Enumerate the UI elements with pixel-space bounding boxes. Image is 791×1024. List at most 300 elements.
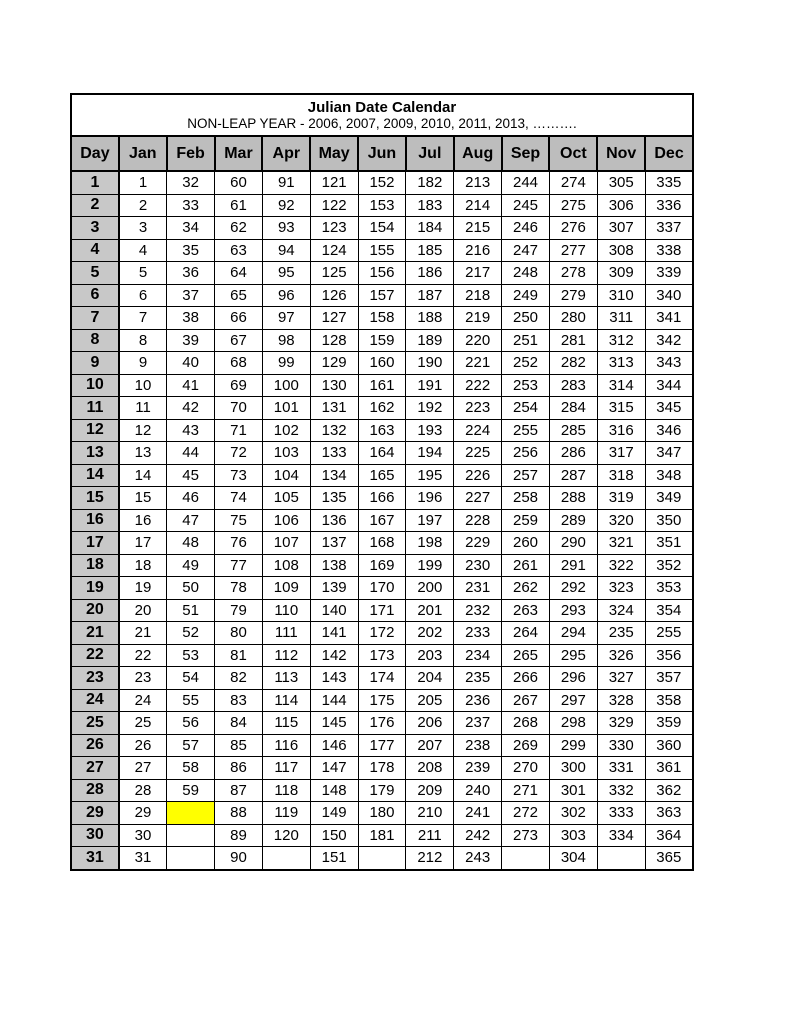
julian-date-cell: 169 (358, 554, 406, 577)
julian-date-cell: 5 (119, 262, 167, 285)
julian-date-cell: 107 (262, 532, 310, 555)
julian-date-cell: 12 (119, 419, 167, 442)
julian-date-cell: 225 (454, 442, 502, 465)
julian-date-cell: 311 (597, 307, 645, 330)
julian-date-cell: 323 (597, 577, 645, 600)
julian-date-cell: 227 (454, 487, 502, 510)
julian-date-cell: 259 (502, 509, 550, 532)
julian-date-cell: 281 (549, 329, 597, 352)
day-cell: 10 (71, 374, 119, 397)
julian-date-cell: 50 (167, 577, 215, 600)
header-row (71, 136, 693, 171)
julian-date-cell: 156 (358, 262, 406, 285)
julian-date-cell: 94 (262, 239, 310, 262)
julian-date-cell: 153 (358, 194, 406, 217)
julian-date-cell: 280 (549, 307, 597, 330)
julian-date-cell: 317 (597, 442, 645, 465)
julian-date-cell: 337 (645, 217, 693, 240)
julian-date-cell: 71 (215, 419, 263, 442)
table-row (71, 284, 693, 307)
julian-date-cell: 180 (358, 802, 406, 825)
julian-date-cell: 151 (310, 847, 358, 870)
julian-date-cell: 144 (310, 689, 358, 712)
table-row (71, 644, 693, 667)
julian-date-cell: 30 (119, 824, 167, 847)
julian-date-cell: 60 (215, 171, 263, 194)
julian-date-cell: 6 (119, 284, 167, 307)
julian-date-cell: 25 (119, 712, 167, 735)
day-cell: 21 (71, 622, 119, 645)
julian-date-cell: 96 (262, 284, 310, 307)
julian-date-cell: 2 (119, 194, 167, 217)
julian-date-cell: 255 (645, 622, 693, 645)
julian-date-cell: 167 (358, 509, 406, 532)
julian-date-cell: 134 (310, 464, 358, 487)
julian-date-cell: 137 (310, 532, 358, 555)
julian-date-cell: 49 (167, 554, 215, 577)
julian-date-cell: 249 (502, 284, 550, 307)
julian-date-cell: 177 (358, 734, 406, 757)
julian-date-cell: 178 (358, 757, 406, 780)
julian-date-cell: 125 (310, 262, 358, 285)
julian-date-cell: 332 (597, 779, 645, 802)
day-cell: 17 (71, 532, 119, 555)
julian-date-cell: 214 (454, 194, 502, 217)
julian-date-cell: 170 (358, 577, 406, 600)
julian-date-cell: 287 (549, 464, 597, 487)
julian-date-cell: 69 (215, 374, 263, 397)
julian-date-cell: 349 (645, 487, 693, 510)
julian-date-cell: 347 (645, 442, 693, 465)
julian-date-cell: 124 (310, 239, 358, 262)
day-cell: 23 (71, 667, 119, 690)
julian-date-cell: 42 (167, 397, 215, 420)
julian-date-cell: 221 (454, 352, 502, 375)
julian-date-cell: 16 (119, 509, 167, 532)
julian-date-cell: 172 (358, 622, 406, 645)
julian-date-cell: 330 (597, 734, 645, 757)
julian-date-cell: 194 (406, 442, 454, 465)
table-row (71, 757, 693, 780)
julian-date-cell: 133 (310, 442, 358, 465)
julian-date-cell: 271 (502, 779, 550, 802)
julian-date-cell: 247 (502, 239, 550, 262)
julian-date-cell: 207 (406, 734, 454, 757)
julian-date-cell: 258 (502, 487, 550, 510)
julian-date-cell: 93 (262, 217, 310, 240)
day-cell: 20 (71, 599, 119, 622)
julian-date-cell: 83 (215, 689, 263, 712)
julian-date-cell: 199 (406, 554, 454, 577)
julian-date-cell: 344 (645, 374, 693, 397)
julian-date-cell: 105 (262, 487, 310, 510)
julian-date-cell: 183 (406, 194, 454, 217)
julian-date-cell: 115 (262, 712, 310, 735)
header-month: Jun (358, 136, 406, 171)
julian-date-cell: 243 (454, 847, 502, 870)
julian-date-cell: 44 (167, 442, 215, 465)
julian-date-cell: 109 (262, 577, 310, 600)
julian-date-cell: 113 (262, 667, 310, 690)
julian-date-cell: 252 (502, 352, 550, 375)
julian-date-cell: 213 (454, 171, 502, 194)
julian-date-cell: 283 (549, 374, 597, 397)
julian-date-cell: 64 (215, 262, 263, 285)
julian-date-cell (502, 847, 550, 870)
julian-date-cell: 262 (502, 577, 550, 600)
day-cell: 19 (71, 577, 119, 600)
julian-date-cell: 320 (597, 509, 645, 532)
day-cell: 7 (71, 307, 119, 330)
julian-date-cell: 215 (454, 217, 502, 240)
julian-date-cell: 296 (549, 667, 597, 690)
header-month: May (310, 136, 358, 171)
table-row (71, 217, 693, 240)
julian-date-cell: 90 (215, 847, 263, 870)
julian-date-cell: 253 (502, 374, 550, 397)
julian-date-cell: 341 (645, 307, 693, 330)
julian-date-cell: 23 (119, 667, 167, 690)
table-row (71, 397, 693, 420)
julian-date-cell: 276 (549, 217, 597, 240)
julian-date-cell: 297 (549, 689, 597, 712)
table-row (71, 194, 693, 217)
julian-date-cell: 98 (262, 329, 310, 352)
day-cell: 4 (71, 239, 119, 262)
julian-date-cell: 87 (215, 779, 263, 802)
julian-date-cell: 155 (358, 239, 406, 262)
julian-date-cell: 315 (597, 397, 645, 420)
table-row (71, 689, 693, 712)
julian-date-cell: 333 (597, 802, 645, 825)
julian-date-cell: 104 (262, 464, 310, 487)
julian-date-cell: 114 (262, 689, 310, 712)
julian-date-cell: 278 (549, 262, 597, 285)
julian-date-cell: 356 (645, 644, 693, 667)
header-month: Aug (454, 136, 502, 171)
julian-date-cell: 326 (597, 644, 645, 667)
julian-date-cell: 358 (645, 689, 693, 712)
julian-date-cell: 85 (215, 734, 263, 757)
julian-date-cell: 136 (310, 509, 358, 532)
julian-date-cell: 302 (549, 802, 597, 825)
title-box (70, 93, 694, 135)
julian-date-cell: 149 (310, 802, 358, 825)
table-row (71, 554, 693, 577)
julian-date-cell: 312 (597, 329, 645, 352)
julian-date-cell: 8 (119, 329, 167, 352)
julian-date-cell: 192 (406, 397, 454, 420)
julian-date-cell: 70 (215, 397, 263, 420)
julian-date-cell: 263 (502, 599, 550, 622)
julian-date-cell: 32 (167, 171, 215, 194)
julian-date-cell: 313 (597, 352, 645, 375)
julian-date-cell: 184 (406, 217, 454, 240)
julian-date-cell: 120 (262, 824, 310, 847)
julian-date-cell: 95 (262, 262, 310, 285)
julian-date-cell: 28 (119, 779, 167, 802)
julian-date-cell: 255 (502, 419, 550, 442)
julian-calendar-sheet (70, 93, 694, 871)
day-cell: 2 (71, 194, 119, 217)
julian-date-cell: 161 (358, 374, 406, 397)
julian-date-cell: 210 (406, 802, 454, 825)
julian-date-cell: 348 (645, 464, 693, 487)
julian-date-cell: 101 (262, 397, 310, 420)
header-month: Feb (167, 136, 215, 171)
julian-date-cell: 163 (358, 419, 406, 442)
julian-date-cell: 80 (215, 622, 263, 645)
julian-date-cell: 112 (262, 644, 310, 667)
julian-date-cell: 63 (215, 239, 263, 262)
julian-date-cell: 72 (215, 442, 263, 465)
julian-date-cell: 310 (597, 284, 645, 307)
julian-date-cell: 298 (549, 712, 597, 735)
julian-date-cell: 237 (454, 712, 502, 735)
table-row (71, 352, 693, 375)
julian-date-cell: 268 (502, 712, 550, 735)
julian-date-cell: 314 (597, 374, 645, 397)
julian-date-cell: 195 (406, 464, 454, 487)
julian-date-cell: 233 (454, 622, 502, 645)
julian-date-cell: 244 (502, 171, 550, 194)
julian-date-cell: 123 (310, 217, 358, 240)
julian-date-cell: 130 (310, 374, 358, 397)
julian-date-cell: 288 (549, 487, 597, 510)
julian-date-cell: 277 (549, 239, 597, 262)
julian-date-cell: 301 (549, 779, 597, 802)
julian-date-cell: 21 (119, 622, 167, 645)
table-row (71, 622, 693, 645)
julian-date-cell: 36 (167, 262, 215, 285)
header-month: Dec (645, 136, 693, 171)
julian-date-cell: 203 (406, 644, 454, 667)
julian-date-cell: 303 (549, 824, 597, 847)
julian-date-cell: 224 (454, 419, 502, 442)
julian-date-cell: 74 (215, 487, 263, 510)
julian-date-cell: 354 (645, 599, 693, 622)
julian-date-cell: 245 (502, 194, 550, 217)
julian-date-cell: 235 (454, 667, 502, 690)
julian-date-cell: 17 (119, 532, 167, 555)
julian-date-cell: 3 (119, 217, 167, 240)
julian-date-cell: 200 (406, 577, 454, 600)
header-month: Oct (549, 136, 597, 171)
day-cell: 31 (71, 847, 119, 870)
julian-date-cell: 319 (597, 487, 645, 510)
julian-date-cell: 138 (310, 554, 358, 577)
julian-date-cell: 339 (645, 262, 693, 285)
julian-date-cell: 106 (262, 509, 310, 532)
julian-date-cell: 119 (262, 802, 310, 825)
julian-date-cell: 295 (549, 644, 597, 667)
julian-date-cell: 334 (597, 824, 645, 847)
julian-date-cell: 198 (406, 532, 454, 555)
julian-date-cell: 306 (597, 194, 645, 217)
julian-date-cell: 222 (454, 374, 502, 397)
table-row (71, 464, 693, 487)
julian-date-cell: 54 (167, 667, 215, 690)
julian-date-cell: 35 (167, 239, 215, 262)
table-row (71, 847, 693, 870)
julian-date-cell: 97 (262, 307, 310, 330)
julian-date-cell: 159 (358, 329, 406, 352)
julian-date-cell: 33 (167, 194, 215, 217)
julian-date-cell: 1 (119, 171, 167, 194)
julian-date-cell: 345 (645, 397, 693, 420)
julian-date-cell: 219 (454, 307, 502, 330)
julian-date-cell: 340 (645, 284, 693, 307)
julian-date-cell: 45 (167, 464, 215, 487)
julian-date-cell: 29 (119, 802, 167, 825)
julian-date-cell: 150 (310, 824, 358, 847)
julian-date-cell: 230 (454, 554, 502, 577)
table-row (71, 329, 693, 352)
julian-date-cell: 321 (597, 532, 645, 555)
julian-date-cell: 176 (358, 712, 406, 735)
julian-date-cell: 264 (502, 622, 550, 645)
julian-date-cell: 55 (167, 689, 215, 712)
table-row (71, 419, 693, 442)
julian-date-cell: 164 (358, 442, 406, 465)
julian-date-cell: 304 (549, 847, 597, 870)
julian-date-cell: 52 (167, 622, 215, 645)
julian-date-cell: 336 (645, 194, 693, 217)
table-row (71, 262, 693, 285)
table-row (71, 239, 693, 262)
julian-date-cell: 290 (549, 532, 597, 555)
julian-date-cell: 108 (262, 554, 310, 577)
julian-date-cell: 7 (119, 307, 167, 330)
julian-date-cell: 46 (167, 487, 215, 510)
table-row (71, 532, 693, 555)
day-cell: 1 (71, 171, 119, 194)
table-row (71, 779, 693, 802)
julian-date-cell: 11 (119, 397, 167, 420)
julian-date-cell: 254 (502, 397, 550, 420)
julian-date-cell: 89 (215, 824, 263, 847)
julian-date-cell: 20 (119, 599, 167, 622)
julian-date-cell: 282 (549, 352, 597, 375)
julian-date-cell: 284 (549, 397, 597, 420)
day-cell: 11 (71, 397, 119, 420)
table-row (71, 442, 693, 465)
day-cell: 8 (71, 329, 119, 352)
julian-date-cell: 24 (119, 689, 167, 712)
julian-date-cell: 92 (262, 194, 310, 217)
julian-date-cell: 261 (502, 554, 550, 577)
julian-date-cell: 78 (215, 577, 263, 600)
julian-date-cell: 58 (167, 757, 215, 780)
julian-date-cell: 285 (549, 419, 597, 442)
julian-date-cell (167, 824, 215, 847)
julian-date-cell: 140 (310, 599, 358, 622)
julian-date-cell: 226 (454, 464, 502, 487)
julian-date-cell: 62 (215, 217, 263, 240)
header-month: Sep (502, 136, 550, 171)
julian-date-cell: 363 (645, 802, 693, 825)
julian-date-cell: 335 (645, 171, 693, 194)
julian-date-cell: 47 (167, 509, 215, 532)
julian-date-cell: 239 (454, 757, 502, 780)
julian-date-cell: 331 (597, 757, 645, 780)
julian-date-cell: 316 (597, 419, 645, 442)
julian-date-cell: 242 (454, 824, 502, 847)
julian-date-cell: 305 (597, 171, 645, 194)
table-row (71, 802, 693, 825)
julian-date-cell: 22 (119, 644, 167, 667)
julian-date-cell: 338 (645, 239, 693, 262)
julian-date-cell: 188 (406, 307, 454, 330)
julian-date-cell: 121 (310, 171, 358, 194)
julian-date-cell: 234 (454, 644, 502, 667)
header-month: Nov (597, 136, 645, 171)
julian-date-cell: 256 (502, 442, 550, 465)
julian-date-cell: 146 (310, 734, 358, 757)
julian-date-cell: 240 (454, 779, 502, 802)
julian-date-cell: 272 (502, 802, 550, 825)
julian-date-cell: 322 (597, 554, 645, 577)
julian-date-cell: 228 (454, 509, 502, 532)
day-cell: 16 (71, 509, 119, 532)
julian-date-cell: 201 (406, 599, 454, 622)
julian-date-cell: 66 (215, 307, 263, 330)
julian-date-cell: 34 (167, 217, 215, 240)
julian-date-cell: 148 (310, 779, 358, 802)
julian-date-cell: 37 (167, 284, 215, 307)
julian-date-cell: 18 (119, 554, 167, 577)
julian-date-cell: 289 (549, 509, 597, 532)
julian-date-cell: 241 (454, 802, 502, 825)
julian-date-cell: 142 (310, 644, 358, 667)
julian-date-cell: 84 (215, 712, 263, 735)
julian-date-cell: 67 (215, 329, 263, 352)
julian-date-cell: 212 (406, 847, 454, 870)
day-cell: 29 (71, 802, 119, 825)
julian-date-cell: 145 (310, 712, 358, 735)
julian-date-cell: 158 (358, 307, 406, 330)
table-row (71, 307, 693, 330)
julian-date-cell: 40 (167, 352, 215, 375)
julian-date-cell: 291 (549, 554, 597, 577)
julian-date-cell: 270 (502, 757, 550, 780)
julian-date-cell: 279 (549, 284, 597, 307)
julian-date-cell: 9 (119, 352, 167, 375)
julian-date-cell: 350 (645, 509, 693, 532)
julian-date-cell: 286 (549, 442, 597, 465)
julian-date-cell: 102 (262, 419, 310, 442)
julian-date-cell: 118 (262, 779, 310, 802)
julian-date-cell: 220 (454, 329, 502, 352)
day-cell: 24 (71, 689, 119, 712)
julian-date-cell: 27 (119, 757, 167, 780)
julian-date-cell: 364 (645, 824, 693, 847)
julian-date-cell: 31 (119, 847, 167, 870)
julian-date-cell: 308 (597, 239, 645, 262)
julian-date-cell: 76 (215, 532, 263, 555)
julian-date-cell: 329 (597, 712, 645, 735)
day-cell: 5 (71, 262, 119, 285)
julian-date-cell: 209 (406, 779, 454, 802)
julian-date-cell: 187 (406, 284, 454, 307)
julian-date-cell: 251 (502, 329, 550, 352)
julian-date-cell: 4 (119, 239, 167, 262)
table-row (71, 487, 693, 510)
julian-date-cell: 43 (167, 419, 215, 442)
julian-date-cell: 185 (406, 239, 454, 262)
julian-date-cell: 343 (645, 352, 693, 375)
julian-date-cell: 19 (119, 577, 167, 600)
